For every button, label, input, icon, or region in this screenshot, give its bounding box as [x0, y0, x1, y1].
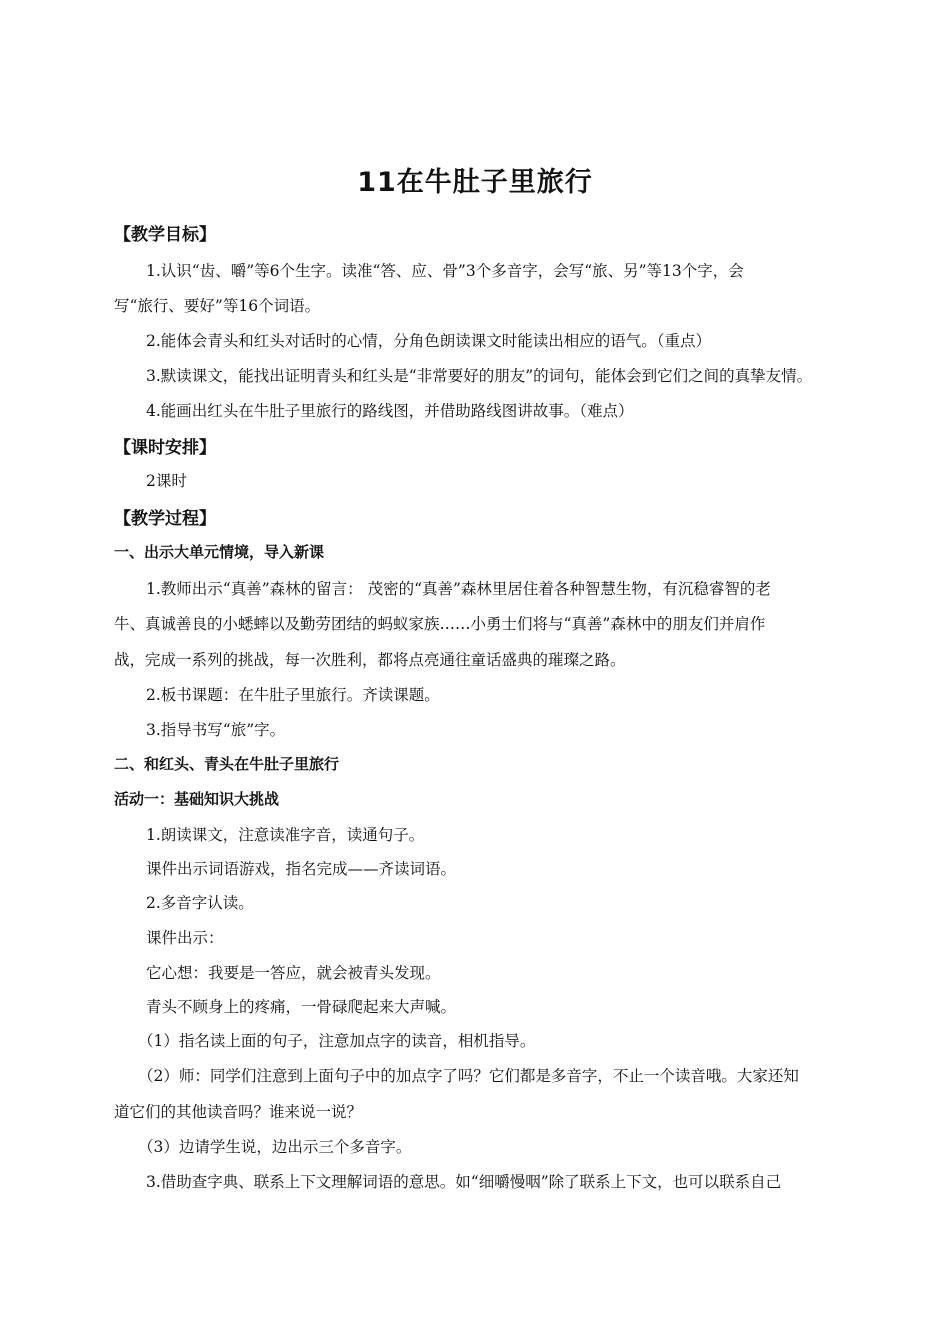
part2-heading: 二、和红头、青头在牛肚子里旅行 — [114, 755, 340, 773]
part1-item2: 2.板书课题：在牛肚子里旅行。齐读课题。 — [146, 686, 440, 704]
step-2-line-2: 道它们的其他读音吗？谁来说一说？ — [114, 1103, 363, 1121]
part1-item1-line-3: 战，完成一系列的挑战，每一次胜利，都将点亮通往童话盛典的璀璨之路。 — [114, 651, 626, 669]
objectives-heading: 【教学目标】 — [114, 225, 216, 245]
activity1-item3: 3.借助查字典、联系上下文理解词语的意思。如“细嚼慢咽”除了联系上下文，也可以联系自己 — [146, 1173, 782, 1191]
objective-3: 3.默读课文，能找出证明青头和红头是“非常要好的朋友”的词句，能体会到它们之间的真挚友情。 — [146, 367, 813, 385]
activity1-item1-note: 课件出示词语游戏，指名完成——齐读词语。 — [146, 860, 457, 878]
activity1-item1: 1.朗读课文，注意读准字音，读通句子。 — [146, 826, 425, 844]
schedule-heading: 【课时安排】 — [114, 438, 216, 458]
objective-2: 2.能体会青头和红头对话时的心情，分角色朗读课文时能读出相应的语气。（重点） — [146, 332, 712, 350]
part1-item1-line-1: 1.教师出示“真善”森林的留言： 茂密的“真善”森林里居住着各种智慧生物，有沉稳睿智的老 — [146, 580, 771, 598]
objective-1-line-1: 1.认识“齿、嚼”等6个生字。读准“答、应、骨”3个多音字，会写“旅、另”等13个字，会 — [146, 262, 744, 280]
activity1-item2-show: 课件出示： — [146, 929, 224, 947]
activity1-heading: 活动一：基础知识大挑战 — [114, 790, 280, 808]
part1-heading: 一、出示大单元情境，导入新课 — [114, 543, 325, 561]
activity1-item2: 2.多音字认读。 — [146, 894, 254, 912]
step-3: （3）边请学生说，边出示三个多音字。 — [138, 1138, 412, 1156]
objective-4: 4.能画出红头在牛肚子里旅行的路线图，并借助路线图讲故事。（难点） — [146, 402, 634, 420]
example-sentence-1: 它心想：我要是一答应，就会被青头发现。 — [146, 964, 441, 982]
example-sentence-2: 青头不顾身上的疼痛，一骨碌爬起来大声喊。 — [146, 998, 457, 1016]
page-title: 11在牛肚子里旅行 — [357, 167, 593, 198]
objective-1-line-2: 写“旅行、要好”等16个词语。 — [114, 297, 321, 315]
step-2-line-1: （2）师：同学们注意到上面句子中的加点字了吗？它们都是多音字，不止一个读音哦。大家还知 — [138, 1067, 799, 1085]
part1-item3: 3.指导书写“旅”字。 — [146, 721, 286, 739]
schedule-text: 2课时 — [146, 472, 187, 490]
process-heading: 【教学过程】 — [114, 509, 216, 529]
step-1: （1）指名读上面的句子，注意加点字的读音，相机指导。 — [138, 1032, 536, 1050]
part1-item1-line-2: 牛、真诚善良的小蟋蟀以及勤劳团结的蚂蚁家族……小勇士们将与“真善”森林中的朋友们并肩作 — [114, 615, 766, 633]
